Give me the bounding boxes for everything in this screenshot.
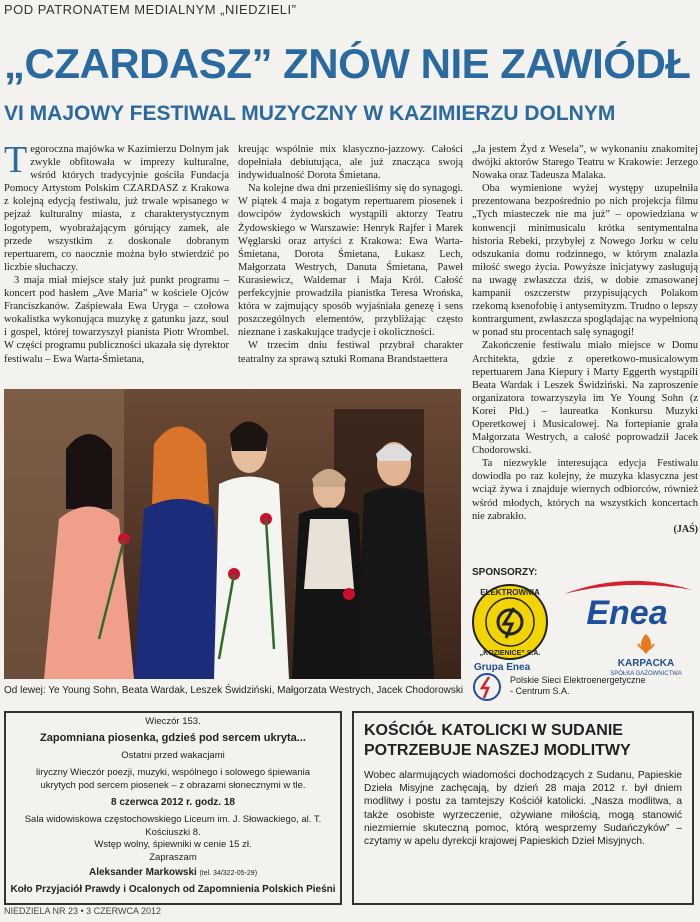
event-society: Koło Przyjaciół Prawdy i Ocalonych od Zapomnienia Polskich Pieśni [10,884,336,896]
event-venue: Sala widowiskowa częstochowskiego Liceum im. J. Słowackiego, al. T. Kościuszki 8. [24,814,322,838]
pse-emblem-icon [472,672,502,702]
article-column-1 [4,143,229,387]
article-paragraph: Oba wymienione wyżej występy uzupełniła prezentowana bezpośrednio po nich projekcja filmu „Tych miasteczek nie ma już” – opowiedziana w konwencji minimusicalu krótka sentymentalna historia Rebeki, przybyłej z Nowego Jorku w celu odszukania domu rodzinnego, w którym znalazła miłość swego życia. Powyższe inicjatywy zasługują na uwagę zwłaszcza dziś, w dobie zmasowanej kampanii oszczerstw przypisujących Polakom rzekomą ksenofobię i antysemityzm. Trudno o lepszy kontrargument, zwłaszcza spoglądając na wypełnioną w ponad stu procentach salę synagogi! [472,183,698,339]
karpacka-logo-text: KARPACKA [617,658,675,669]
article-paragraph: 3 maja miał miejsce stały już punkt programu – koncert pod hasłem „Ave Maria” w kościele Ojców Franciszkanów. Zaśpiewała Ewa Uryga – czołowa wokalistka wykonująca muzykę z gatunku jazz, soul i gospel, której towarzyszył pianista Piotr Wrombel. W części programu publiczności ukazała się dyrektor festiwalu – Ewa Warta-Śmietana, [4,274,229,365]
organizer-phone: (tel. 34/322-05-29) [199,870,258,878]
article-paragraph: Zakończenie festiwalu miało miejsce w Domu Architekta, gdzie z operetkowo-musicalowym repertuarem Jana Kiepury i Marty Eggerth wystąpili Beata Wardak i Leszek Świdziński. Na zaproszenie organizatora towarzyszyła im Ye Young Sohn (z Korei Płd.) – laureatka Konkursu Muzyki Operetkowej i Musicalowej. Na fortepianie grała Małgorzata Westrych, a całość poprowadził Jacek Chodorowski. [472,340,698,457]
grupa-enea-label: Grupa Enea [474,662,531,673]
event-announcement-box [4,711,342,905]
event-invite: Zapraszam [149,851,197,863]
article-paragraph: Na kolejne dwa dni przenieśliśmy się do synagogi. W piątek 4 maja z bogatym repertuarem piosenek i dowcipów żydowskich wystąpili aktorzy Teatru Żydowskiego w Warszawie: Henryk Rajfer i Marek Węglarski oraz artyści z Krakowa: Ewa Warta-Śmietana, Dorota Śmietana, Łukasz Lech, Małgorzata Westrych, Danuta Śmietana, Paweł Kurasiewicz, Waldemar i Maja Król. Całość perfekcyjnie prowadziła pianistka Teresa Wrońska, która w zajmujący sposób wyjaśniała genezę i sens poszczególnych elementów, przybliżając często nieznane i zaskakujące tradycje i okoliczności. [238,183,463,339]
performers-photo [4,389,461,679]
article-title: „CZARDASZ” ZNÓW NIE ZAWIÓDŁ [4,40,691,87]
event-date: 8 czerwca 2012 r. godz. 18 [111,797,235,809]
kozienice-logo-bottom-text: „KOZIENICE” S.A. [479,650,541,657]
appeal-body: Wobec alarmujących wiadomości dochodzących z Sudanu, Papieskie Dzieła Misyjne zachęcają, by dzień 28 maja 2012 r. był dniem modlitwy i postu za tamtejszy Kościół katolicki. „Nasza modlitwa, a także osobiste wyrzeczenie, ożywiane miłością, mogą stanowić niezmiernie skuteczną pomoc, którą wesprzemy Sudańczyków” – czytamy w apelu dyrekcji krajowej Papieskich Dzieł Misyjnych. [364,770,682,848]
karpacka-logo-subtext: SPÓŁKA GAZOWNICTWA [610,671,682,677]
article-column-3 [472,143,698,565]
performers-photo-illustration [4,389,461,679]
appeal-box [352,711,694,905]
article-paragraph: kreując wspólnie mix klasyczno-jazzowy. Całości dopełniała debiutująca, ale już znacząca swoją indywidualność Dorota Śmietana. [238,144,463,182]
patronat-header: POD PATRONATEM MEDIALNYM „NIEDZIELI” [4,2,297,17]
event-line: ukrytych pod sercem piosenek – z obrazami słonecznymi w tle. [40,779,306,791]
pse-text: Polskie Sieci Elektroenergetyczne - Centrum S.A. [510,675,646,696]
enea-logo-text: Enea [586,594,668,632]
appeal-title: KOŚCIÓŁ KATOLICKI W SUDANIE POTRZEBUJE NASZEJ MODLITWY [364,722,631,759]
article-paragraph: Ta niezwykle interesująca edycja Festiwalu dowiodła po raz kolejny, że muzyka klasyczna jest wciąż żywa i znajduje wiernych odbiorców, również wśród młodych, których na wszystkich koncertach nie zabrakło. [472,458,698,522]
article-column-2 [238,143,463,387]
event-entry: Wstęp wolny, śpiewniki w cenie 15 zł. [94,839,252,851]
pse-logo [472,672,698,702]
article-paragraph: „Ja jestem Żyd z Wesela”, w wykonaniu znakomitej dwójki aktorów Starego Teatru w Krakowie: Jerzego Nowaka oraz Tadeusza Malaka. [472,144,698,182]
article-subtitle: VI MAJOWY FESTIWAL MUZYCZNY W KAZIMIERZU DOLNYM [4,102,616,125]
organizer-name: Aleksander Markowski [88,867,197,879]
sponsors-label: SPONSORZY: [472,567,538,578]
article-paragraph: Tegoroczna majówka w Kazimierzu Dolnym jak zwykle obfitowała w imprezy kulturalne, wśród których tradycyjnie gościła Fundacja Pomocy Artystom Polskim CZARDASZ z Krakowa z kolejną edycją festiwalu, już trwale wpisanego w pejzaż kulturalny miasta, z charakterystycznym logotypem, wyobrażającym górujący zamek, ale przede wszystkim z doskonale dobranym repertuarem, co naocznie można było stwierdzić po liczbie słuchaczy. [4,143,229,273]
kozienice-logo-top-text: ELEKTROWNIA [480,588,540,597]
drop-cap: T [4,143,28,181]
elektrownia-kozienice-logo [470,582,550,662]
event-line: Ostatni przed wakacjami [121,749,225,761]
article-paragraph: W trzecim dniu festiwal przybrał charakter teatralny za sprawą sztuki Romana Brandstaettera [238,340,463,365]
enea-logo [558,572,696,632]
event-number: Wieczór 153. [145,716,201,727]
event-line: liryczny Wieczór poezji, muzyki, wspólnego i solowego śpiewania [35,767,311,779]
event-title: Zapomniana piosenka, gdzieś pod sercem ukryta... [40,732,306,745]
photo-caption: Od lewej: Ye Young Sohn, Beata Wardak, Leszek Świdziński, Małgorzata Westrych, Jacek Chodorowski [4,685,464,696]
page-footer: NIEDZIELA NR 23 • 3 CZERWCA 2012 [4,906,162,916]
event-organizer [6,867,340,880]
author-signature: (JAŚ) [673,523,698,535]
